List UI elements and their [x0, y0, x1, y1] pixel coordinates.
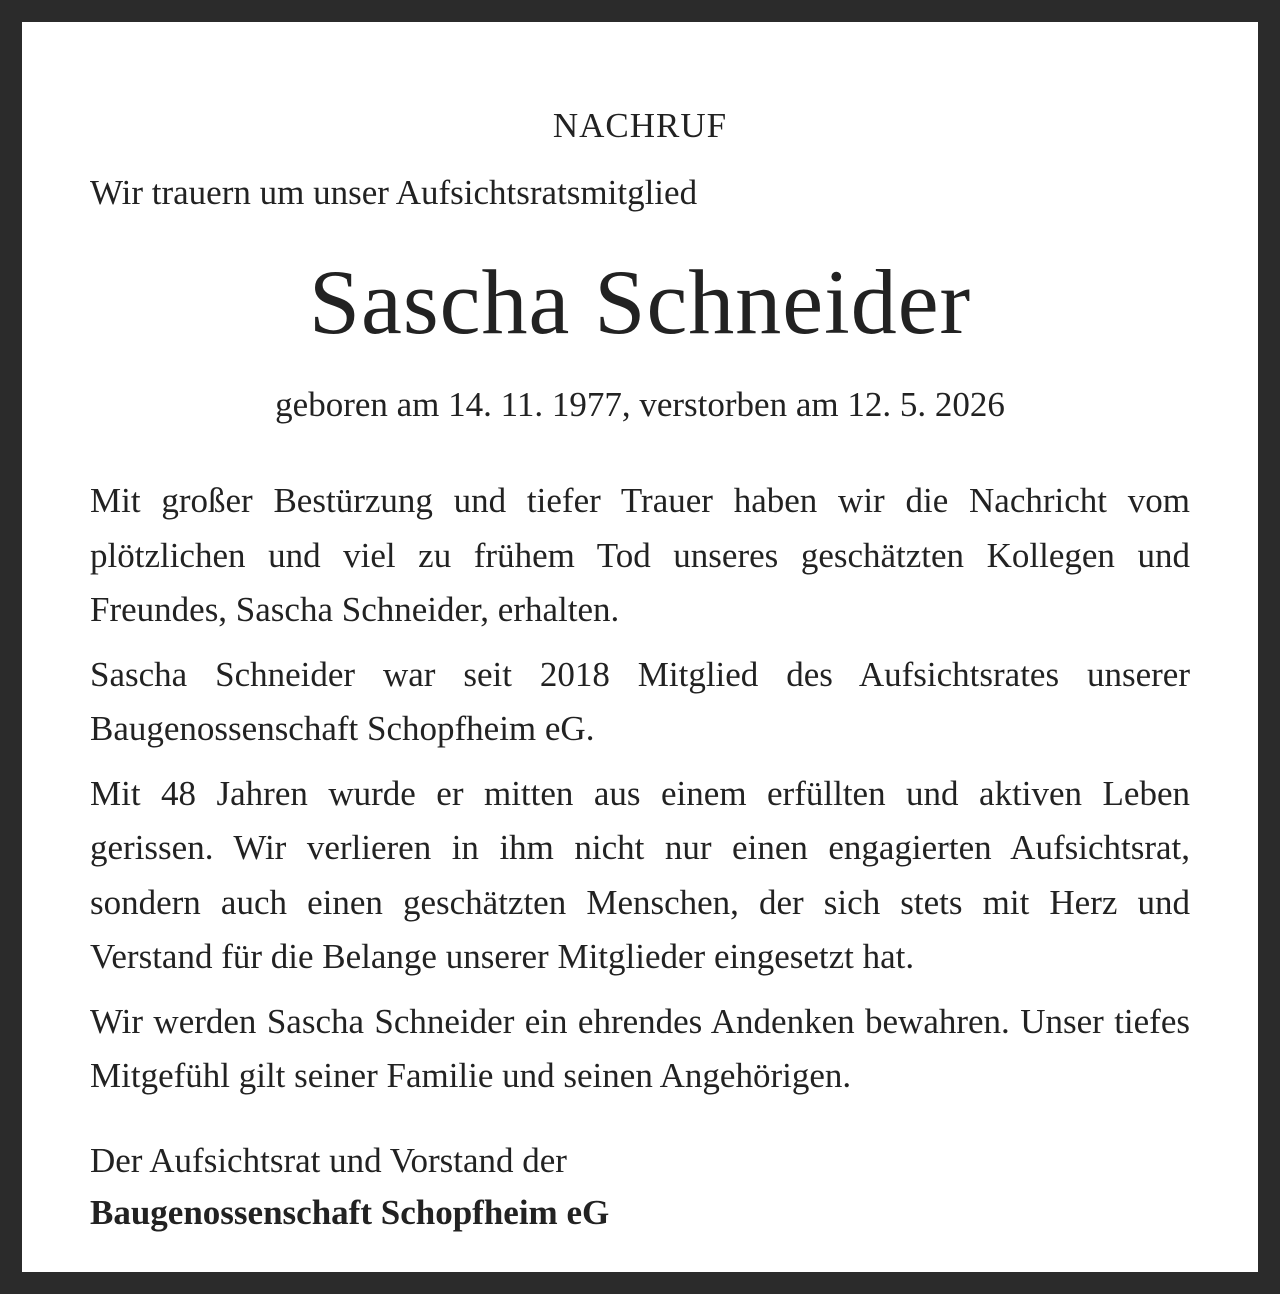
body-paragraph: Wir werden Sascha Schneider ein ehrendes Andenken bewahren. Unser tiefes Mitgefühl gilt seiner Familie und seinen Angehörigen.: [90, 1001, 1190, 1095]
notice-body: [90, 474, 1190, 1114]
signature-organization: Baugenossenschaft Schopfheim eG: [90, 1193, 610, 1232]
notice-heading: NACHRUF: [552, 106, 728, 145]
body-paragraph: Sascha Schneider war seit 2018 Mitglied des Aufsichtsrates unserer Baugenossenschaft Schopfheim eG.: [90, 654, 1190, 748]
life-dates: geboren am 14. 11. 1977, verstorben am 12. 5. 2026: [275, 385, 1005, 424]
signature-block: [90, 1135, 609, 1239]
signature-line: Der Aufsichtsrat und Vorstand der: [90, 1141, 567, 1180]
body-paragraph: Mit 48 Jahren wurde er mitten aus einem erfüllten und aktiven Leben gerissen. Wir verlieren in ihm nicht nur einen engagierten Aufsichtsrat, sondern auch einen geschätzten Menschen, der sich stets mit Herz und Verstand für die Belange unserer Mitglieder eingesetzt hat.: [90, 773, 1190, 976]
body-paragraph: Mit großer Bestürzung und tiefer Trauer haben wir die Nachricht vom plötzlichen und viel zu frühem Tod unseres geschätzten Kollegen und Freundes, Sascha Schneider, erhalten.: [90, 481, 1190, 629]
intro-line: Wir trauern um unser Aufsichtsratsmitglied: [90, 173, 698, 212]
deceased-name: Sascha Schneider: [308, 251, 972, 353]
obituary-notice: [22, 22, 1258, 1272]
